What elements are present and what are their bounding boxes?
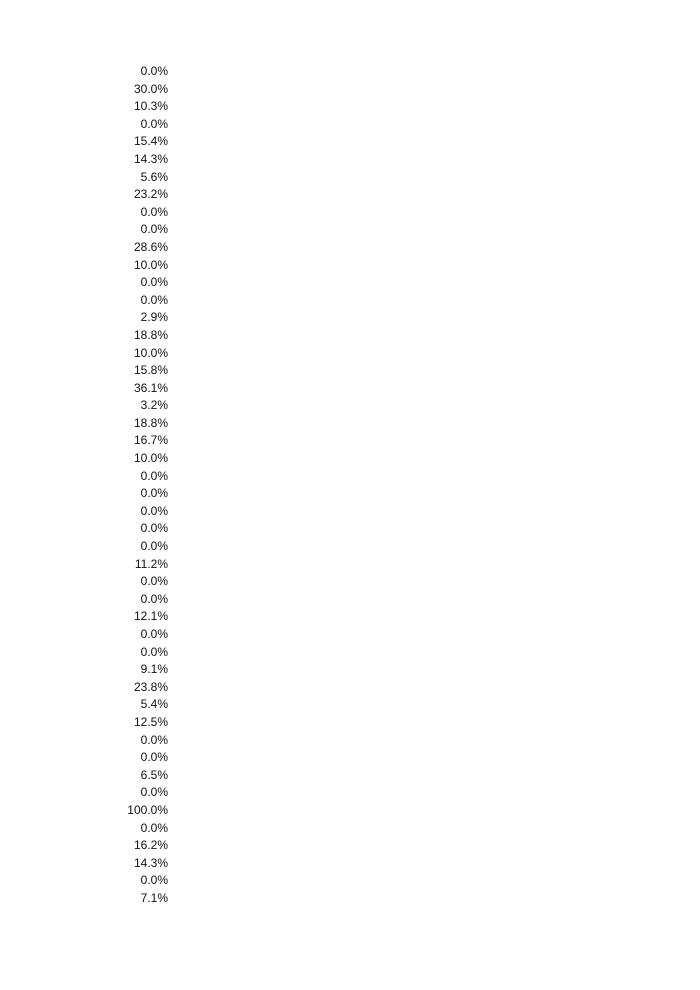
percentage-cell: 9.1% [140, 662, 168, 677]
percentage-cell: 0.0% [140, 627, 168, 641]
percentage-cell: 0.0% [140, 222, 168, 237]
percentage-cell: 0.0% [140, 732, 168, 747]
percentage-cell: 0.0% [140, 820, 168, 835]
percentage-cell: 12.5% [133, 714, 168, 729]
percentage-cell: 14.3% [133, 855, 168, 870]
percentage-cell: 15.4% [133, 134, 168, 149]
percentage-cell: 0.0% [140, 873, 168, 888]
percentage-cell: 100.0% [127, 802, 168, 817]
percentage-cell: 0.0% [140, 204, 168, 219]
percentage-cell: 0.0% [140, 785, 168, 800]
percentage-cell: 6.5% [140, 767, 168, 782]
percentage-column [110, 63, 168, 908]
percentage-cell: 0.0% [140, 750, 168, 765]
percentage-cell: 10.0% [133, 451, 168, 466]
percentage-cell: 0.0% [140, 574, 168, 589]
percentage-cell: 12.1% [133, 609, 168, 624]
percentage-cell: 0.0% [140, 292, 168, 307]
percentage-cell: 10.3% [133, 99, 168, 114]
percentage-cell: 23.2% [133, 187, 168, 202]
percentage-cell: 2.9% [140, 310, 168, 325]
percentage-cell: 10.0% [133, 257, 168, 272]
percentage-cell: 0.0% [140, 539, 168, 554]
percentage-cell: 16.2% [133, 838, 168, 853]
percentage-cell: 0.0% [140, 503, 168, 518]
percentage-cell: 0.0% [140, 521, 168, 536]
percentage-cell: 36.1% [133, 380, 168, 395]
percentage-cell: 16.7% [133, 433, 168, 448]
percentage-cell: 30.0% [133, 81, 168, 96]
percentage-cell: 11.2% [134, 556, 168, 571]
percentage-cell: 7.1% [140, 890, 168, 905]
percentage-cell: 0.0% [140, 644, 168, 659]
percentage-cell: 0.0% [140, 64, 168, 78]
percentage-cell: 10.0% [133, 345, 168, 360]
percentage-cell: 3.2% [140, 398, 168, 413]
percentage-cell: 0.0% [140, 468, 168, 483]
percentage-cell: 5.4% [140, 697, 168, 712]
percentage-cell: 5.6% [140, 169, 168, 184]
percentage-cell: 0.0% [140, 486, 168, 501]
percentage-cell: 0.0% [140, 116, 168, 131]
percentage-cell: 28.6% [133, 239, 168, 254]
percentage-cell: 0.0% [140, 275, 168, 290]
percentage-cell: 0.0% [140, 591, 168, 606]
percentage-cell: 23.8% [133, 679, 168, 694]
percentage-cell: 18.8% [133, 415, 168, 430]
percentage-cell: 15.8% [133, 363, 168, 378]
percentage-cell: 14.3% [133, 151, 168, 166]
percentage-cell: 18.8% [133, 327, 168, 342]
